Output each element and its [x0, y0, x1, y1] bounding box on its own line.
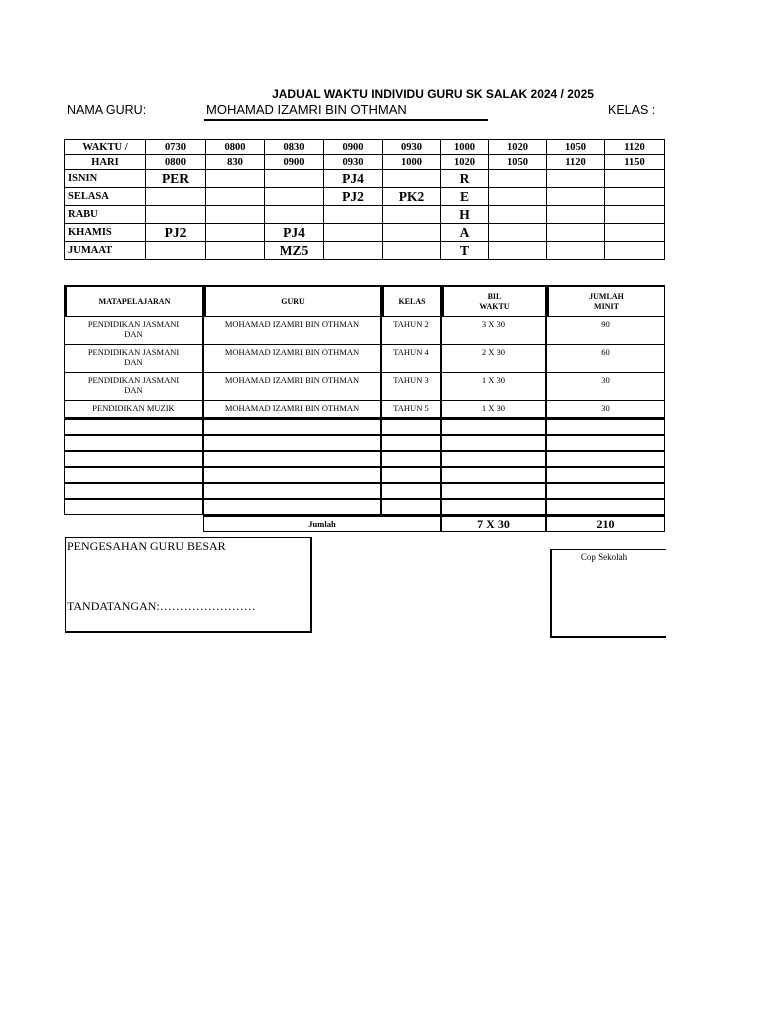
timetable-cell: PK2 — [383, 188, 441, 206]
minutes-cell: 60 — [546, 345, 665, 373]
start-time-7: 1050 — [547, 140, 605, 155]
day-row-selasa — [65, 188, 665, 206]
timetable-cell: PJ2 — [324, 188, 383, 206]
class-label: KELAS : — [608, 103, 656, 117]
class-cell: TAHUN 5 — [381, 401, 441, 418]
empty-row — [64, 418, 665, 435]
end-time-7: 1120 — [547, 155, 605, 170]
start-time-2: 0830 — [265, 140, 324, 155]
timetable-cell — [206, 242, 265, 260]
empty-cell — [203, 435, 381, 451]
empty-row — [64, 499, 665, 515]
empty-cell — [381, 435, 441, 451]
timetable-cell — [324, 224, 383, 242]
empty-cell — [546, 467, 665, 483]
subject-line2: DAN — [124, 385, 143, 395]
class-cell: TAHUN 2 — [381, 317, 441, 345]
empty-cell — [381, 418, 441, 435]
empty-cell — [381, 483, 441, 499]
timetable-cell — [547, 170, 605, 188]
periods-cell: 3 X 30 — [441, 317, 546, 345]
teacher-name-label: NAMA GURU: — [67, 103, 147, 117]
header-jumlah-line1: JUMLAH — [589, 291, 624, 301]
timetable-cell: PJ4 — [324, 170, 383, 188]
start-time-6: 1020 — [489, 140, 547, 155]
timetable-cell — [206, 206, 265, 224]
empty-row — [64, 435, 665, 451]
day-label: KHAMIS — [65, 224, 146, 242]
time-start-row — [65, 140, 665, 155]
empty-cell — [64, 435, 203, 451]
timetable-cell — [206, 224, 265, 242]
timetable-cell — [605, 242, 665, 260]
teacher-cell: MOHAMAD IZAMRI BIN OTHMAN — [203, 317, 381, 345]
periods-cell: 2 X 30 — [441, 345, 546, 373]
timetable-cell — [489, 206, 547, 224]
empty-cell — [441, 451, 546, 467]
teacher-cell: MOHAMAD IZAMRI BIN OTHMAN — [203, 345, 381, 373]
empty-cell — [381, 499, 441, 515]
empty-cell — [546, 451, 665, 467]
day-label: ISNIN — [65, 170, 146, 188]
timetable-cell — [206, 188, 265, 206]
empty-cell — [546, 435, 665, 451]
total-row — [64, 515, 665, 532]
timetable-cell: E — [441, 188, 489, 206]
timetable-cell — [206, 170, 265, 188]
day-label: JUMAAT — [65, 242, 146, 260]
empty-row — [64, 467, 665, 483]
minutes-cell: 90 — [546, 317, 665, 345]
subject-line2: DAN — [124, 357, 143, 367]
day-row-rabu — [65, 206, 665, 224]
end-time-8: 1150 — [605, 155, 665, 170]
subject-line1: PENDIDIKAN JASMANI — [87, 347, 180, 357]
timetable-cell: R — [441, 170, 489, 188]
table-row — [64, 317, 665, 345]
subject-cell — [64, 345, 203, 373]
empty-cell — [381, 451, 441, 467]
total-spacer — [64, 515, 203, 532]
timetable-cell: T — [441, 242, 489, 260]
subject-line1: PENDIDIKAN MUZIK — [92, 403, 175, 413]
timetable-cell — [547, 188, 605, 206]
document-title: JADUAL WAKTU INDIVIDU GURU SK SALAK 2024 / 2025 — [272, 87, 594, 101]
timetable-cell — [324, 206, 383, 224]
header-guru: GURU — [203, 285, 381, 317]
school-stamp-box — [550, 549, 666, 638]
empty-cell — [441, 467, 546, 483]
day-row-isnin — [65, 170, 665, 188]
timetable-cell — [605, 170, 665, 188]
approval-title: PENGESAHAN GURU BESAR — [67, 539, 226, 553]
empty-cell — [441, 499, 546, 515]
day-row-khamis — [65, 224, 665, 242]
header-matapelajaran: MATAPELAJARAN — [64, 285, 203, 317]
empty-row — [64, 483, 665, 499]
timetable-cell: PJ2 — [146, 224, 206, 242]
end-time-3: 0930 — [324, 155, 383, 170]
weekly-timetable — [64, 139, 665, 260]
timetable-cell: MZ5 — [265, 242, 324, 260]
timetable-cell — [383, 224, 441, 242]
table-row — [64, 345, 665, 373]
day-label: SELASA — [65, 188, 146, 206]
end-time-2: 0900 — [265, 155, 324, 170]
end-time-6: 1050 — [489, 155, 547, 170]
periods-cell: 1 X 30 — [441, 401, 546, 418]
empty-cell — [64, 483, 203, 499]
timetable-cell — [489, 188, 547, 206]
timetable-cell — [146, 188, 206, 206]
empty-cell — [64, 499, 203, 515]
timetable-cell — [146, 242, 206, 260]
timetable-cell — [383, 242, 441, 260]
teacher-name-value: MOHAMAD IZAMRI BIN OTHMAN — [206, 102, 407, 117]
total-minutes: 210 — [546, 515, 665, 532]
header-bil-line2: WAKTU — [479, 301, 510, 311]
timetable-cell — [383, 206, 441, 224]
class-cell: TAHUN 3 — [381, 373, 441, 401]
start-time-5: 1000 — [441, 140, 489, 155]
minutes-cell: 30 — [546, 373, 665, 401]
empty-cell — [441, 483, 546, 499]
time-end-row — [65, 155, 665, 170]
minutes-cell: 30 — [546, 401, 665, 418]
timetable-cell — [605, 224, 665, 242]
header-jumlah-minit — [546, 285, 665, 317]
empty-cell — [203, 499, 381, 515]
end-time-4: 1000 — [383, 155, 441, 170]
table-row — [64, 401, 665, 418]
start-time-8: 1120 — [605, 140, 665, 155]
timetable-cell — [547, 224, 605, 242]
class-cell: TAHUN 4 — [381, 345, 441, 373]
subject-cell — [64, 373, 203, 401]
start-time-4: 0930 — [383, 140, 441, 155]
day-label: RABU — [65, 206, 146, 224]
timetable-cell — [265, 206, 324, 224]
signature-line: TANDATANGAN:…………………… — [67, 599, 256, 613]
timetable-cell: PER — [146, 170, 206, 188]
timetable-cell — [383, 170, 441, 188]
empty-cell — [203, 483, 381, 499]
teacher-cell: MOHAMAD IZAMRI BIN OTHMAN — [203, 401, 381, 418]
teacher-cell: MOHAMAD IZAMRI BIN OTHMAN — [203, 373, 381, 401]
empty-cell — [546, 499, 665, 515]
empty-cell — [64, 418, 203, 435]
timetable-cell — [605, 206, 665, 224]
timetable-cell — [547, 206, 605, 224]
timetable-cell: A — [441, 224, 489, 242]
summary-header-row — [64, 285, 665, 317]
start-time-1: 0800 — [206, 140, 265, 155]
empty-cell — [64, 467, 203, 483]
stamp-label: Cop Sekolah — [580, 552, 628, 562]
end-time-1: 830 — [206, 155, 265, 170]
subject-line2: DAN — [124, 329, 143, 339]
subject-cell — [64, 401, 203, 418]
total-label: Jumlah — [203, 515, 441, 532]
timetable-cell — [489, 242, 547, 260]
empty-cell — [441, 418, 546, 435]
periods-cell: 1 X 30 — [441, 373, 546, 401]
empty-row — [64, 451, 665, 467]
timetable-cell — [265, 170, 324, 188]
teacher-name-underline — [204, 119, 488, 121]
waktu-label: WAKTU / — [65, 140, 146, 155]
headmaster-approval-box — [65, 537, 312, 633]
empty-cell — [381, 467, 441, 483]
header-jumlah-line2: MINIT — [594, 301, 619, 311]
table-row — [64, 373, 665, 401]
day-row-jumaat — [65, 242, 665, 260]
start-time-0: 0730 — [146, 140, 206, 155]
header-bil-waktu — [441, 285, 546, 317]
timetable-cell — [489, 224, 547, 242]
empty-cell — [203, 418, 381, 435]
end-time-5: 1020 — [441, 155, 489, 170]
end-time-0: 0800 — [146, 155, 206, 170]
timetable-cell: PJ4 — [265, 224, 324, 242]
start-time-3: 0900 — [324, 140, 383, 155]
subject-summary-table — [64, 285, 665, 532]
subject-cell — [64, 317, 203, 345]
timetable-cell — [265, 188, 324, 206]
total-periods: 7 X 30 — [441, 515, 546, 532]
empty-cell — [546, 483, 665, 499]
timetable-cell — [547, 242, 605, 260]
hari-label: HARI — [65, 155, 146, 170]
subject-line1: PENDIDIKAN JASMANI — [87, 375, 180, 385]
empty-cell — [441, 435, 546, 451]
timetable-cell — [146, 206, 206, 224]
empty-cell — [203, 467, 381, 483]
empty-cell — [203, 451, 381, 467]
subject-line1: PENDIDIKAN JASMANI — [87, 319, 180, 329]
empty-cell — [546, 418, 665, 435]
header-kelas: KELAS — [381, 285, 441, 317]
empty-cell — [64, 451, 203, 467]
timetable-cell: H — [441, 206, 489, 224]
header-bil-line1: BIL — [487, 291, 502, 301]
timetable-cell — [324, 242, 383, 260]
timetable-cell — [489, 170, 547, 188]
timetable-cell — [605, 188, 665, 206]
